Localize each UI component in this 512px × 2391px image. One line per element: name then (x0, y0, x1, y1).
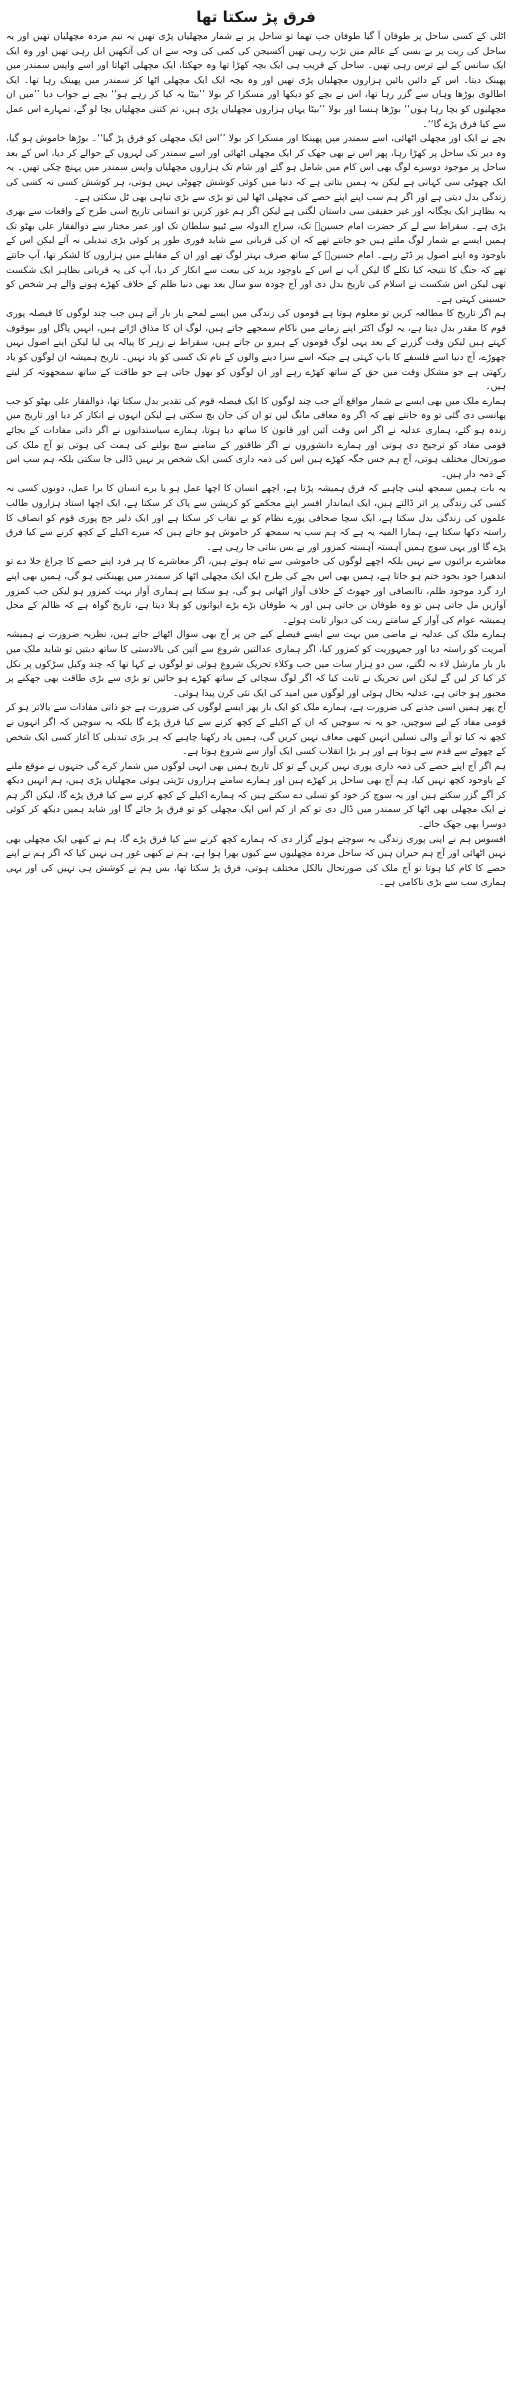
paragraph: ہمارے ملک کی عدلیہ نے ماضی میں بہت سے ایسے فیصلے کیے جن پر آج بھی سوال اٹھائے جاتے ہیں، نظریہ ضرورت نے ہمیشہ آمریت کو راستہ دیا اور جمہوریت کو کمزور کیا، اگر ہماری عدالتیں شروع سے آئین کی بالادستی کا ساتھ دیتیں تو شاید ملک میں بار بار مارشل لاء نہ لگتے، سن دو ہزار سات میں جب وکلاء تحریک شروع ہوئی تو لوگوں نے کہا تھا کہ چند وکیل سڑکوں پر نکل کر کیا کر لیں گے لیکن اس تحریک نے ثابت کیا کہ اگر لوگ سچائی کے ساتھ کھڑے ہو جائیں تو بڑی سے بڑی طاقت بھی جھکنے پر مجبور ہو جاتی ہے، عدلیہ بحال ہوئی اور لوگوں میں امید کی ایک نئی کرن پیدا ہوئی۔ (6, 629, 506, 699)
paragraph: آج پھر ہمیں اسی جذبے کی ضرورت ہے، ہمارے ملک کو ایک بار پھر ایسے لوگوں کی ضرورت ہے جو ذاتی مفادات سے بالاتر ہو کر قومی مفاد کے لیے سوچیں، جو یہ نہ سوچیں کہ ان کے اکیلے کے کچھ کرنے سے کیا فرق پڑے گا بلکہ یہ سوچیں کہ اگر انہوں نے کچھ نہ کیا تو آنے والی نسلیں انہیں کبھی معاف نہیں کریں گی، ہمیں یاد رکھنا چاہیے کہ ہر بڑی تبدیلی کا آغاز کسی ایک شخص کے چھوٹے سے قدم سے ہوتا ہے اور ہر بڑا انقلاب کسی ایک آواز سے شروع ہوتا ہے۔ (6, 702, 506, 758)
paragraph: ہم اگر تاریخ کا مطالعہ کریں تو معلوم ہوتا ہے قوموں کی زندگی میں ایسے لمحے بار بار آتے ہیں جب چند لوگوں کا فیصلہ پوری قوم کا مقدر بدل دیتا ہے، یہ لوگ اکثر اپنے زمانے میں ناکام سمجھے جاتے ہیں، لوگ ان کا مذاق اڑاتے ہیں، انہیں پاگل اور بیوقوف کہتے ہیں لیکن وقت گزرنے کے بعد یہی لوگ قوموں کے ہیرو بن جاتے ہیں، سقراط نے زہر کا پیالہ پی لیا لیکن اپنے اصول نہیں چھوڑے، آج دنیا اسے فلسفے کا باپ کہتی ہے جبکہ اسے سزا دینے والوں کے نام تک کسی کو یاد نہیں۔ تاریخ ہمیشہ ان لوگوں کو یاد رکھتی ہے جو مشکل وقت میں حق کے ساتھ کھڑے رہے اور ان لوگوں کو بھول جاتی ہے جو طاقت کے ساتھ سمجھوتہ کر لیتے ہیں۔ (6, 308, 506, 393)
paragraph: ہمارے ملک میں بھی ایسے بے شمار مواقع آئے جب چند لوگوں کا ایک فیصلہ قوم کی تقدیر بدل سکتا تھا، ذوالفقار علی بھٹو کو جب پھانسی دی گئی تو وہ جانتے تھے کہ اگر وہ معافی مانگ لیں تو ان کی جان بچ سکتی ہے لیکن انہوں نے انکار کر دیا اور تاریخ میں زندہ ہو گئے، ہماری عدلیہ نے اگر اس وقت آئین اور قانون کا ساتھ دیا ہوتا، ہمارے سیاستدانوں نے اگر ذاتی مفادات کے بجائے قومی مفاد کو ترجیح دی ہوتی اور ہمارے دانشوروں نے اگر طاقتور کے سامنے سچ بولنے کی ہمت کی ہوتی تو آج ملک کی صورتحال مختلف ہوتی، آج ہم جس جگہ کھڑے ہیں اس کی ذمہ داری کسی ایک شخص پر نہیں ڈالی جا سکتی بلکہ ہم سب اس کے ذمہ دار ہیں۔ (6, 395, 506, 480)
column-headline: فرق پڑ سکتا تھا (196, 8, 316, 26)
column-body (6, 30, 506, 891)
paragraph: افسوس ہم نے اپنی پوری زندگی یہ سوچتے ہوئے گزار دی کہ ہمارے کچھ کرنے سے کیا فرق پڑے گا، ہم نے کبھی ایک مچھلی بھی نہیں اٹھائی اور آج ہم حیران ہیں کہ ساحل مردہ مچھلیوں سے کیوں بھرا ہوا ہے، ہم نے کبھی غور ہی نہیں کیا کہ اگر ہم نے اپنے حصے کا کام کیا ہوتا تو آج ملک کی صورتحال بالکل مختلف ہوتی، فرق پڑ سکتا تھا، بس ہم نے کوشش ہی نہیں کی اور یہی ہماری سب سے بڑی ناکامی ہے۔ (6, 833, 506, 889)
paragraph: ہم اگر آج اپنے حصے کی ذمہ داری پوری نہیں کریں گے تو کل تاریخ ہمیں بھی انہی لوگوں میں شمار کرے گی جنہوں نے موقع ملنے کے باوجود کچھ نہیں کیا، ہم آج بھی ساحل پر کھڑے ہیں اور ہمارے سامنے ہزاروں تڑپتی ہوئی مچھلیاں پڑی ہیں، ہم انہیں دیکھ کر آگے گزر سکتے ہیں اور یہ سوچ کر خود کو تسلی دے سکتے ہیں کہ ہمارے اکیلے کے کچھ کرنے سے کیا فرق پڑے گا، لیکن اگر ہم نے ایک مچھلی بھی اٹھا کر سمندر میں ڈال دی تو کم از کم اس ایک مچھلی کو تو فرق پڑ جائے گا اور شاید ہمیں دیکھ کر کوئی دوسرا بھی جھک جائے۔ (6, 760, 506, 831)
paragraph: بچے نے ایک اور مچھلی اٹھائی، اسے سمندر میں پھینکا اور مسکرا کر بولا ’’اس ایک مچھلی کو فرق پڑ گیا‘‘۔ بوڑھا خاموش ہو گیا، وہ دیر تک ساحل پر کھڑا رہا، پھر اس نے بھی جھک کر ایک مچھلی اٹھائی اور اسے سمندر کی لہروں کے حوالے کر دیا، اس کے بعد ساحل پر موجود دوسرے لوگ بھی اس کام میں شامل ہو گئے اور شام تک ہزاروں مچھلیاں واپس سمندر میں پہنچ چکی تھیں۔ یہ ایک چھوٹی سی کہانی ہے لیکن یہ ہمیں بتاتی ہے کہ دنیا میں کوئی کوشش چھوٹی نہیں ہوتی، ہر کوشش کسی نہ کسی کی زندگی بدل دیتی ہے اور اگر ہم سب اپنے اپنے حصے کی مچھلی اٹھا لیں تو بڑی سے بڑی تباہی بھی ٹل سکتی ہے۔ (6, 133, 506, 203)
paragraph: یہ بات ہمیں سمجھ لینی چاہیے کہ فرق ہمیشہ پڑتا ہے، اچھے انسان کا اچھا عمل ہو یا برے انسان کا برا عمل، دونوں کسی نہ کسی کی زندگی پر اثر ڈالتے ہیں، ایک ایماندار افسر اپنے محکمے کو کرپشن سے پاک کر سکتا ہے، ایک اچھا استاد ہزاروں طالب علموں کی زندگی بدل سکتا ہے، ایک سچا صحافی پورے نظام کو بے نقاب کر سکتا ہے اور ایک دلیر جج پوری قوم کو انصاف کا راستہ دکھا سکتا ہے، ہمارا المیہ یہ ہے کہ ہم سب یہ سمجھ کر خاموش ہو جاتے ہیں کہ میرے اکیلے کے کچھ کرنے سے کیا فرق پڑے گا اور یہی سوچ ہمیں آہستہ آہستہ کمزور اور بے بس بناتی جا رہی ہے۔ (6, 483, 506, 553)
paragraph: یہ بظاہر ایک بچگانہ اور غیر حقیقی سی داستان لگتی ہے لیکن اگر ہم غور کریں تو انسانی تاریخ اسی طرح کے واقعات سے بھری پڑی ہے۔ سقراط سے لے کر حضرت امام حسینؓ تک، سراج الدولہ سے ٹیپو سلطان تک اور عمر مختار سے ذوالفقار علی بھٹو تک ہمیں ایسے بے شمار لوگ ملتے ہیں جو جانتے تھے کہ ان کی قربانی سے شاید فوری طور پر کوئی بڑی تبدیلی نہ آئے لیکن اس کے باوجود وہ اپنے اصول پر ڈٹے رہے۔ امام حسینؓ کے ساتھ صرف بہتر لوگ تھے اور ان کے مقابلے میں ہزاروں کا لشکر تھا، آپ جانتے تھے کہ جنگ کا نتیجہ کیا نکلے گا لیکن آپ نے اس کے باوجود یزید کی بیعت سے انکار کر دیا، آپ کی یہ قربانی بظاہر ایک شکست تھی لیکن اس شکست نے اسلام کی تاریخ بدل دی اور آج چودہ سو سال بعد بھی دنیا ظلم کے خلاف کھڑے ہونے والے ہر شخص کو حسینی کہتی ہے۔ (6, 206, 506, 305)
paragraph: اٹلی کے کسی ساحل پر طوفان آ گیا طوفان جب تھما تو ساحل پر بے شمار مچھلیاں پڑی تھیں یہ نیم مردہ مچھلیاں تھیں اور یہ ساحل کی ریت پر بے بسی کے عالم میں تڑپ رہی تھیں آکسیجن کی کمی کی وجہ سے ان کی آنکھیں ابل رہی تھیں اور وہ ایک ایک سانس کے لیے ترس رہی تھیں۔ ساحل کے قریب ہی ایک بچہ کھڑا تھا وہ جھکتا، ایک مچھلی اٹھاتا اور اسے واپس سمندر میں پھینک دیتا۔ اس کے دائیں بائیں ہزاروں مچھلیاں پڑی تھیں اور وہ بچہ ایک ایک مچھلی اٹھا کر سمندر میں پھینک رہا تھا۔ ایک اطالوی بوڑھا وہاں سے گزر رہا تھا، اس نے بچے کو دیکھا اور مسکرا کر بولا ’’بیٹا یہ کیا کر رہے ہو‘‘ بچے نے جواب دیا ’’میں ان مچھلیوں کو بچا رہا ہوں‘‘ بوڑھا ہنسا اور بولا ’’بیٹا یہاں ہزاروں مچھلیاں پڑی ہیں، تم کتنی مچھلیاں بچا لو گے، تمہارے اس عمل سے کیا فرق پڑے گا‘‘۔ (6, 31, 506, 130)
paragraph: معاشرے برائیوں سے نہیں بلکہ اچھے لوگوں کی خاموشی سے تباہ ہوتے ہیں، اگر معاشرے کا ہر فرد اپنے حصے کا چراغ جلا دے تو اندھیرا خود بخود ختم ہو جاتا ہے، ہمیں بھی اس بچے کی طرح ایک ایک مچھلی اٹھا کر سمندر میں پھینکنی ہو گی، ہمیں بھی اپنے ارد گرد موجود ظلم، ناانصافی اور جھوٹ کے خلاف آواز اٹھانی ہو گی، ہو سکتا ہے ہماری آواز بہت کمزور ہو لیکن جب کمزور آوازیں مل جاتی ہیں تو وہ طوفان بن جاتی ہیں اور یہ طوفان بڑے بڑے ایوانوں کو ہلا دیتا ہے، تاریخ گواہ ہے کہ ظالم کے محل ہمیشہ عوام کی آواز کے سامنے ریت کی دیوار ثابت ہوئے۔ (6, 556, 506, 626)
